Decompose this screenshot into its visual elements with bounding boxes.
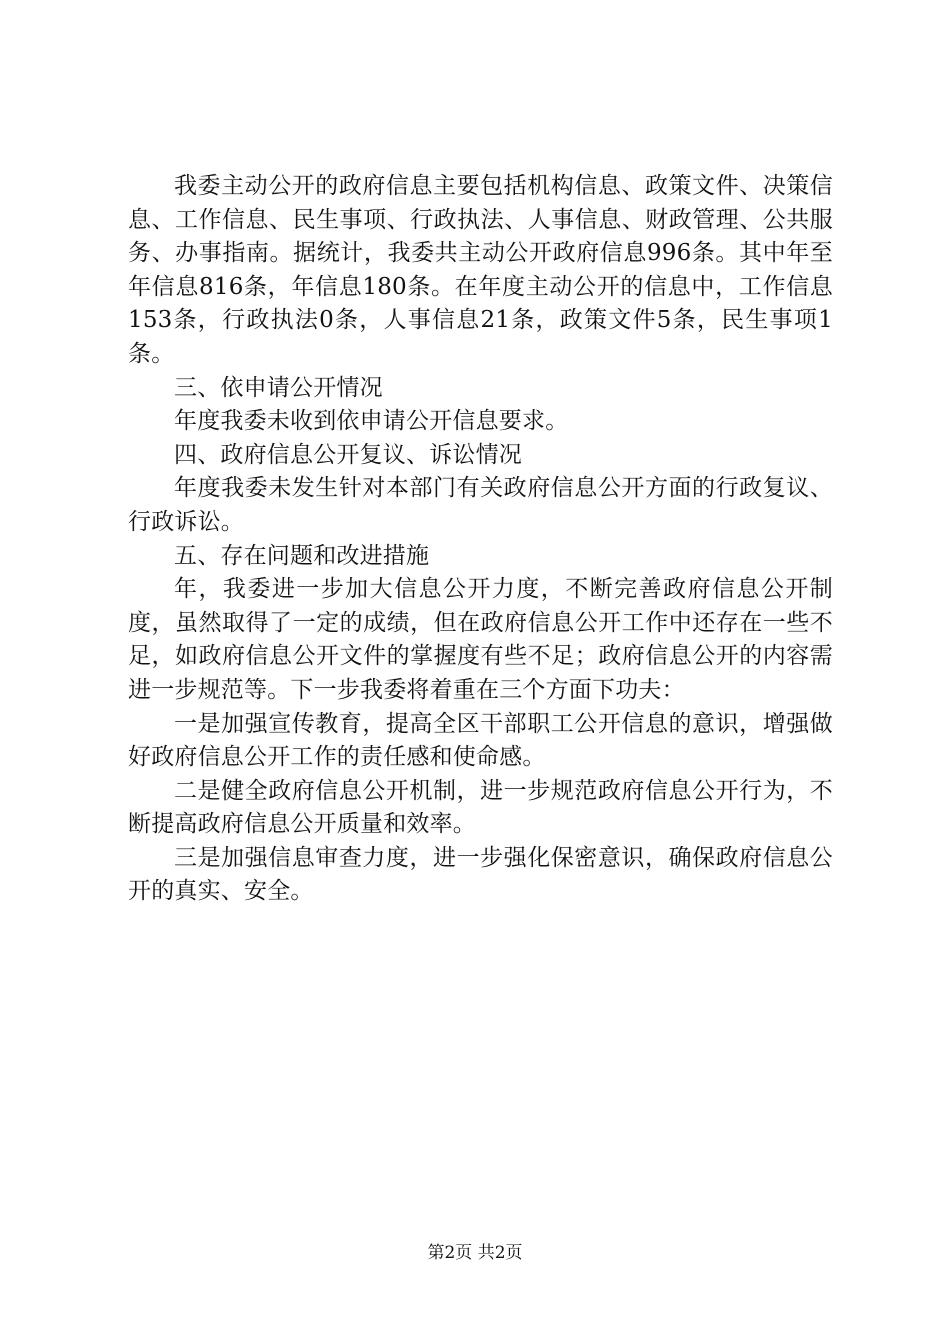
paragraph-measure-2: 二是健全政府信息公开机制，进一步规范政府信息公开行为，不断提高政府信息公开质量和效率。 — [128, 777, 833, 838]
paragraph-measure-3: 三是加强信息审查力度，进一步强化保密意识，确保政府信息公开的真实、安全。 — [128, 844, 833, 905]
paragraph-application-disclosure: 年度我委未收到依申请公开信息要求。 — [174, 408, 569, 435]
heading-section-5: 五、存在问题和改进措施 — [174, 542, 430, 569]
heading-section-4: 四、政府信息公开复议、诉讼情况 — [174, 441, 522, 468]
document-body — [128, 170, 833, 909]
heading-section-3: 三、依申请公开情况 — [174, 374, 383, 401]
paragraph-problems: 年，我委进一步加大信息公开力度，不断完善政府信息公开制度，虽然取得了一定的成绩，但在政府信息公开工作中还存在一些不足，如政府信息公开文件的掌握度有些不足；政府信息公开的内容需进一步规范等。下一步我委将着重在三个方面下功夫： — [128, 576, 833, 703]
paragraph-measure-1: 一是加强宣传教育，提高全区干部职工公开信息的意识，增强做好政府信息公开工作的责任感和使命感。 — [128, 710, 833, 771]
paragraph-review-litigation: 年度我委未发生针对本部门有关政府信息公开方面的行政复议、行政诉讼。 — [128, 475, 833, 535]
page-number-footer: 第2页 共2页 — [427, 1243, 523, 1263]
paragraph-proactive-disclosure: 我委主动公开的政府信息主要包括机构信息、政策文件、决策信息、工作信息、民生事项、行政执法、人事信息、财政管理、公共服务、办事指南。据统计，我委共主动公开政府信息996条。其中年至年信息816条，年信息180条。在年度主动公开的信息中，工作信息153条，行政执法0条，人事信息21条，政策文件5条，民生事项1条。 — [128, 173, 833, 367]
